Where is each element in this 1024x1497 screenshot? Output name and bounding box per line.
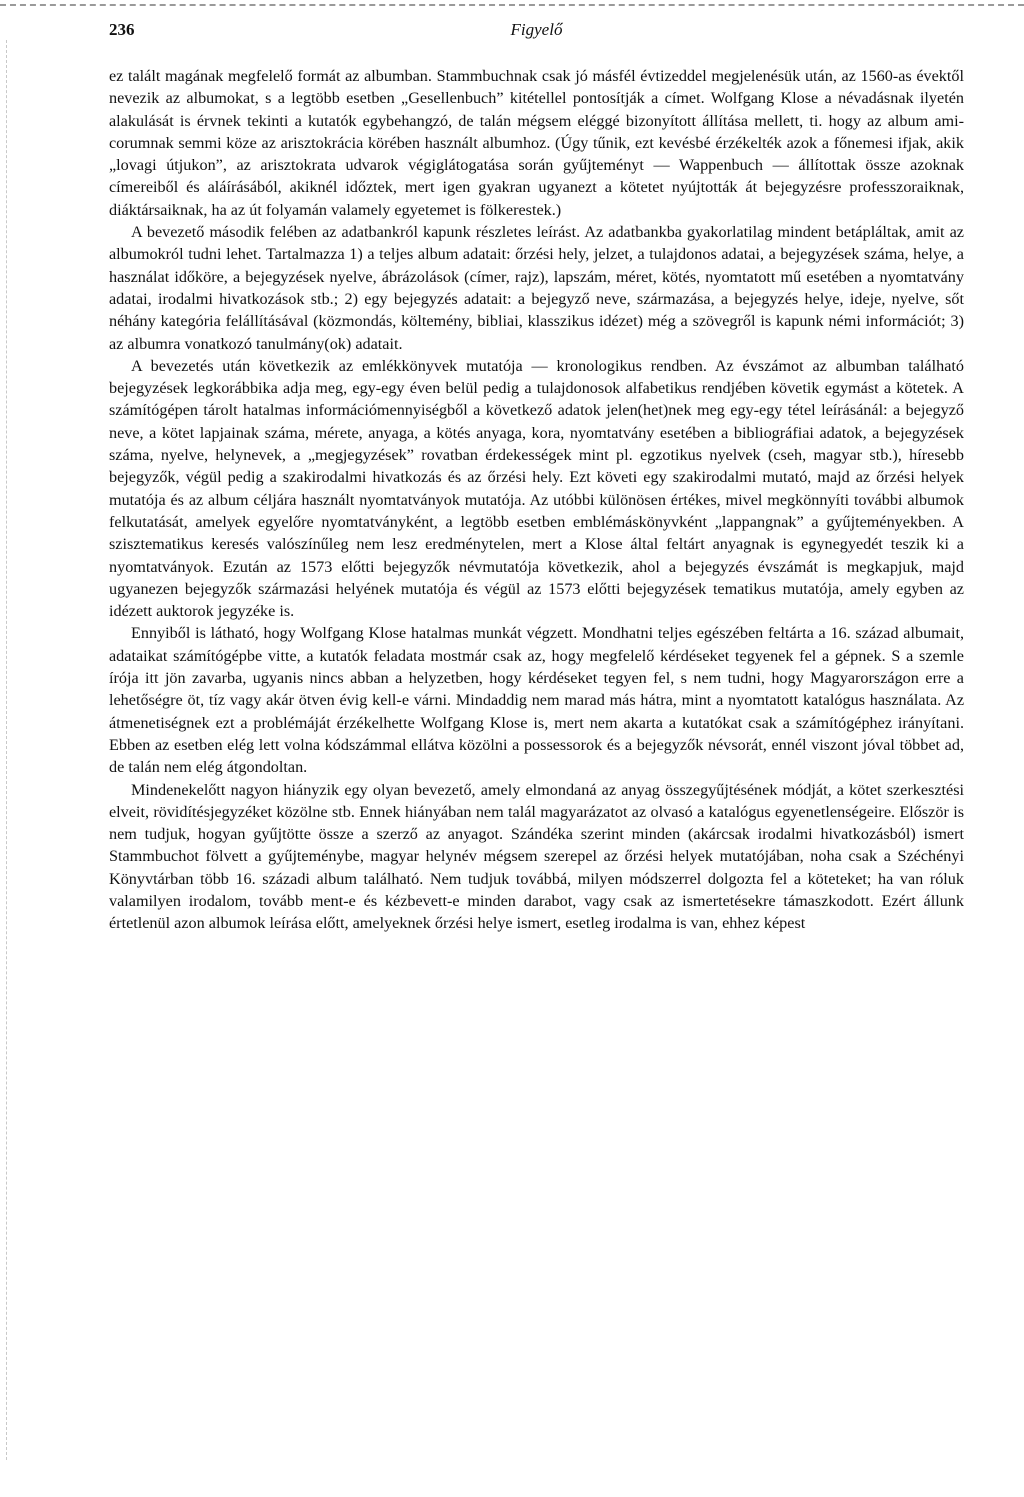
page-header: [109, 16, 964, 48]
paragraph: Mindenekelőtt nagyon hiányzik egy olyan bevezető, amely elmondaná az anyag összegyűjtésének módját, a kötet szerkesztési elveit, rövidítésjegyzéket közölne stb. Ennek hiányában nem talál magyarázatot az olvasó a katalógus egyenetlenségeire. Először is nem tudjuk, hogyan gyűjtötte össze a szerző az anyagot. Szándéka szerint minden (akárcsak irodalmi hivatkozásból) ismert Stammbuchot fölvett a gyűjteménybe, magyar helynév mégsem szerepel az őrzési helyek mutatójában, noha csak a Széchényi Könyvtárban több 16. századi album található. Nem tudjuk továbbá, milyen módszerrel dolgozta fel a köteteket; ha van róluk valamilyen irodalom, tovább ment-e és kézbevett-e minden darabot, vagy csak az ismertetésekre támaszkodott. Ezért állunk értetlenül azon albumok leírása előtt, amelyeknek őrzési helye ismert, esetleg irodalma is van, ehhez képest: [109, 780, 964, 933]
scan-edge-top: [0, 4, 1024, 6]
paragraph: A bevezető második felében az adatbankról kapunk részletes leírást. Az adatbankba gyakorlatilag mindent betápláltak, amit az albumokról tudni lehet. Tartalmazza 1) a teljes album adatait: őrzési hely, jelzet, a tulajdonos adatai, a bejegyzések száma, helye, a használat időköre, a bejegyzések nyelve, ábrázolások (címer, rajz), lapszám, méret, kötés, nyomtatott mű esetében a nyomtatvány adatai, irodalmi hivatkozások stb.; 2) egy bejegyzés adatait: a bejegyző neve, származása, a bejegyzés helye, ideje, nyelve, sőt néhány kategória felállításával (közmondás, költemény, bibliai, klasszikus idézet) még a szövegről is kapunk némi információt; 3) az albumra vonatkozó tanulmány(ok) adatait.: [109, 223, 964, 353]
document-page: [109, 16, 964, 935]
scan-edge-left: [6, 40, 7, 1460]
body-text: [109, 65, 964, 935]
paragraph: Ennyiből is látható, hogy Wolfgang Klose hatalmas munkát végzett. Mondhatni teljes egészében feltárta a 16. század albumait, adataikat számítógépbe vitte, a kutatók feladata mostmár csak az, hogy megfelelő kérdéseket tegyenek fel a gépnek. S a szemle írója itt jön zavarba, ugyanis nincs abban a helyzetben, hogy kérdéseket tegyen fel, s nem tudni, hogy Magyarországon erre a lehetőségre öt, tíz vagy akár ötven évig kell-e várni. Mindaddig nem marad más hátra, mint a nyomtatott katalógus használata. Az átmenetiségnek ezt a problémáját érzékelhette Wolfgang Klose is, mert nem akarta a kutatókat csak a számítógéphez irányítani. Ebben az esetben elég lett volna kódszámmal ellátva közölni a possessorok és a bejegyzők névsorát, ennél viszont jóval többet ad, de talán nem elég átgondoltan.: [109, 624, 964, 777]
running-title: Figyelő: [510, 20, 563, 39]
page-number: 236: [109, 20, 135, 39]
paragraph-continued: ez talált magának megfelelő formát az albumban. Stammbuchnak csak jó másfél évtizeddel megjelenésük után, az 1560-as évektől nevezik az albumokat, s a legtöbb esetben „Gesellenbuch” kitétellel pontosítják a címet. Wolfgang Klose a névadásnak ilyetén alakulását is érvnek tekinti a kutatók egybehangzó, de talán mégsem eléggé bizonyított állítása mellett, ti. hogy az album amicorumnak semmi köze az arisztokrácia körében használt albumhoz. (Úgy tűnik, ezt kevésbé érzékelték azok a főnemesi ifjak, akik „lovagi útjukon”, az arisztokrata udvarok végiglátogatása során gyűjteményt — Wappenbuch — állítottak össze azoknak címereiből és aláírásából, akiknél időztek, mert igen gyakran ugyanezt a kötetet nyújtották át bejegyzésre professzoraiknak, diáktársaiknak, ha az út folyamán valamely egyetemet is fölkerestek.): [109, 67, 964, 219]
paragraph: A bevezetés után következik az emlékkönyvek mutatója — kronologikus rendben. Az évszámot az albumban található bejegyzések legkorábbika adja meg, egy-egy éven belül pedig a tulajdonosok alfabetikus rendjében követik egymást a kötetek. A számítógépen tárolt hatalmas információmennyiségből a következő adatok jelen(het)nek meg egy-egy tétel leírásánál: a bejegyző neve, a kötet lapjainak száma, mérete, anyaga, a kötés anyaga, kora, nyomtatvány esetében a bibliográfiai adatok, a bejegyzések száma, nyelve, helynevek, a „megjegyzések” rovatban érdekességek mint pl. egzotikus nyelvek (cseh, magyar stb.), híresebb bejegyzők, végül pedig a szakirodalmi hivatkozás és az őrzési hely. Ezt követi egy szakirodalmi mutató, majd az őrzési helyek mutatója és az album céljára használt nyomtatványok mutatója. Az utóbbi különösen értékes, mivel megkönnyíti további albumok felkutatását, amelyek egyelőre nyomtatványként, a legtöbb esetben emblémáskönyvként „lappangnak” a gyűjteményekben. A szisztematikus keresés valószínűleg nem lesz eredménytelen, mert a Klose által feltárt anyagnak is egynegyedét teszik ki a nyomtatványok. Ezután az 1573 előtti bejegyzők névmutatója következik, ahol a bejegyzés évszámát is megkapjuk, majd ugyanezen bejegyzők származási helyének mutatója és végül az 1573 előtti bejegyzések tematikus mutatója, amely egyben az idézett auktorok jegyzéke is.: [109, 356, 964, 621]
